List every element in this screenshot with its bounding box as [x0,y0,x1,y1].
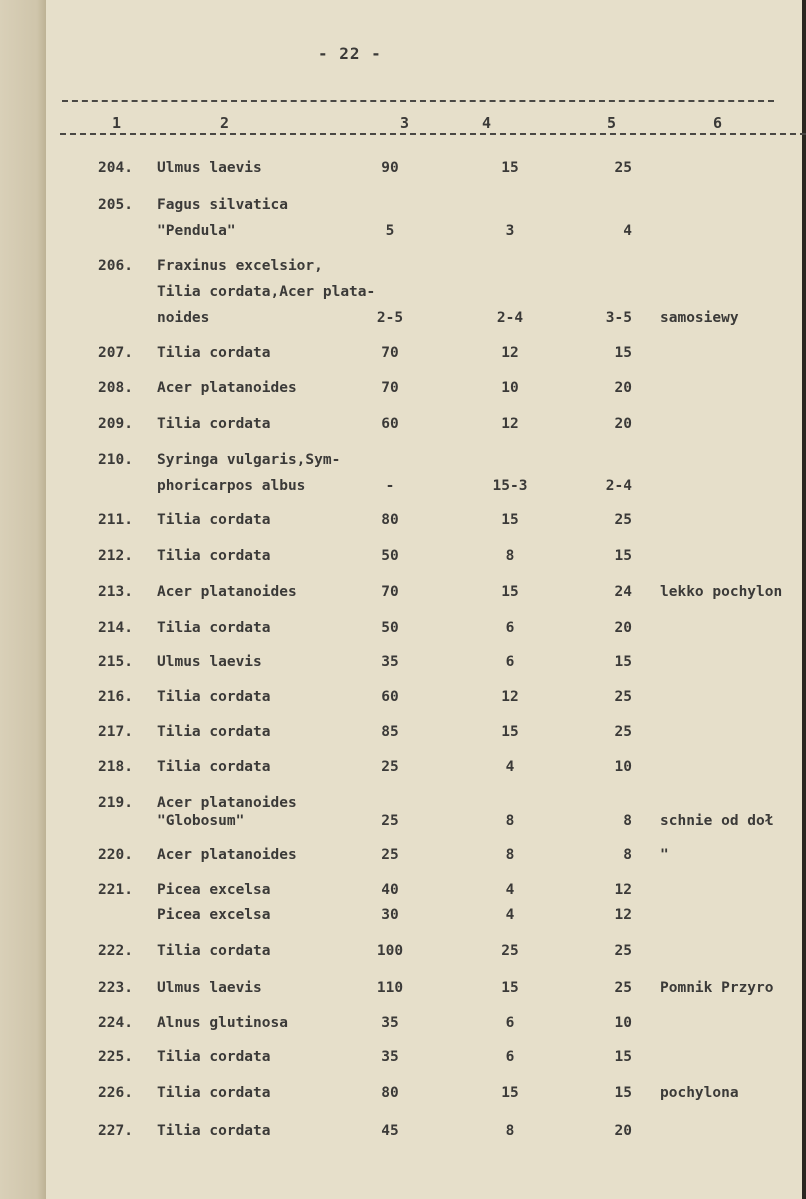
row-number: 208. [98,380,133,396]
column-4-value: 12 [501,416,519,432]
row-number: 220. [98,847,133,863]
column-header-4: 4 [482,114,492,132]
species-name: Ulmus laevis [157,160,262,176]
column-4-value: 10 [501,380,519,396]
row-number: 215. [98,654,133,670]
column-3-value: 70 [381,584,399,600]
column-5-value: 20 [614,416,632,432]
row-number: 225. [98,1049,133,1065]
species-name: Tilia cordata [157,345,271,361]
column-3-value: 80 [381,512,399,528]
species-name: "Pendula" [157,223,236,239]
species-name: Acer platanoides [157,847,297,863]
column-5-value: 15 [614,1049,632,1065]
species-name: Picea excelsa [157,882,271,898]
column-4-value: 6 [505,1049,515,1065]
column-4-value: 12 [501,345,519,361]
column-4-value: 12 [501,689,519,705]
column-header-3: 3 [400,114,410,132]
column-5-value: 2-4 [605,478,632,494]
column-4-value: 15-3 [492,478,528,494]
column-3-value: 25 [381,847,399,863]
column-5-value: 3-5 [605,310,632,326]
column-4-value: 4 [505,907,515,923]
column-5-value: 15 [614,654,632,670]
remarks: " [660,847,669,863]
column-4-value: 4 [505,882,515,898]
column-5-value: 12 [614,907,632,923]
species-name: Tilia cordata [157,759,271,775]
row-number: 204. [98,160,133,176]
row-number: 227. [98,1123,133,1139]
species-name: Tilia cordata [157,512,271,528]
column-3-value: 60 [381,689,399,705]
species-name: Tilia cordata [157,620,271,636]
species-name: Tilia cordata,Acer plata- [157,284,376,300]
column-3-value: 90 [381,160,399,176]
row-number: 219. [98,795,133,811]
species-name: Tilia cordata [157,943,271,959]
column-4-value: 2-4 [496,310,524,326]
row-number: 226. [98,1085,133,1101]
row-number: 206. [98,258,133,274]
row-number: 211. [98,512,133,528]
column-4-value: 15 [501,1085,519,1101]
column-5-value: 15 [614,1085,632,1101]
species-name: Tilia cordata [157,689,271,705]
species-name: Syringa vulgaris,Sym- [157,452,341,468]
column-3-value: 45 [381,1123,399,1139]
row-number: 210. [98,452,133,468]
page-edge [802,0,806,1199]
column-4-value: 15 [501,160,519,176]
column-3-value: 50 [381,620,399,636]
column-5-value: 24 [614,584,632,600]
species-name: Acer platanoides [157,584,297,600]
species-name: Ulmus laevis [157,654,262,670]
column-5-value: 10 [614,1015,632,1031]
column-3-value: 85 [381,724,399,740]
remarks: Pomnik Przyro [660,980,774,996]
column-3-value: 40 [381,882,399,898]
column-4-value: 3 [505,223,515,239]
column-3-value: 110 [376,980,404,996]
species-name: Tilia cordata [157,1085,271,1101]
column-3-value: 35 [381,1049,399,1065]
column-5-value: 15 [614,548,632,564]
column-header-2: 2 [220,114,230,132]
column-3-value: 25 [381,813,399,829]
column-3-value: 5 [385,223,395,239]
column-3-value: 60 [381,416,399,432]
row-number: 205. [98,197,133,213]
row-number: 218. [98,759,133,775]
column-4-value: 4 [505,759,515,775]
column-4-value: 15 [501,584,519,600]
column-3-value: 100 [376,943,404,959]
row-number: 214. [98,620,133,636]
row-number: 223. [98,980,133,996]
row-number: 207. [98,345,133,361]
species-name: Alnus glutinosa [157,1015,288,1031]
species-name: Picea excelsa [157,907,271,923]
page-number: - 22 - [318,44,382,63]
column-5-value: 25 [614,980,632,996]
species-name: Tilia cordata [157,1123,271,1139]
column-5-value: 4 [623,223,632,239]
species-name: Tilia cordata [157,416,271,432]
column-4-value: 15 [501,980,519,996]
column-3-value: 70 [381,380,399,396]
column-header-1: 1 [112,114,122,132]
header-bottom-rule [60,133,806,135]
column-5-value: 20 [614,1123,632,1139]
column-5-value: 10 [614,759,632,775]
column-3-value: 50 [381,548,399,564]
species-name: Ulmus laevis [157,980,262,996]
column-4-value: 15 [501,512,519,528]
remarks: schnie od doł [660,813,774,829]
species-name: "Globosum" [157,813,245,829]
remarks: samosiewy [660,310,739,326]
row-number: 216. [98,689,133,705]
column-5-value: 20 [614,380,632,396]
column-5-value: 8 [623,847,632,863]
column-4-value: 6 [505,654,515,670]
column-5-value: 12 [614,882,632,898]
column-4-value: 8 [505,1123,515,1139]
column-4-value: 8 [505,813,515,829]
column-5-value: 25 [614,512,632,528]
species-name: Fagus silvatica [157,197,288,213]
column-3-value: 70 [381,345,399,361]
species-name: Tilia cordata [157,548,271,564]
column-5-value: 25 [614,943,632,959]
page-binding-margin [0,0,46,1199]
column-4-value: 25 [501,943,519,959]
column-4-value: 8 [505,548,515,564]
row-number: 213. [98,584,133,600]
remarks: lekko pochylon [660,584,783,600]
species-name: Acer platanoides [157,380,297,396]
column-header-6: 6 [713,114,723,132]
column-3-value: 35 [381,654,399,670]
row-number: 217. [98,724,133,740]
remarks: pochylona [660,1085,739,1101]
row-number: 221. [98,882,133,898]
table-top-rule [62,100,774,102]
column-5-value: 25 [614,724,632,740]
species-name: noides [157,310,210,326]
column-5-value: 25 [614,160,632,176]
column-4-value: 15 [501,724,519,740]
row-number: 212. [98,548,133,564]
column-4-value: 6 [505,1015,515,1031]
column-3-value: 80 [381,1085,399,1101]
column-3-value: 2-5 [376,310,404,326]
column-5-value: 8 [623,813,632,829]
row-number: 209. [98,416,133,432]
column-4-value: 6 [505,620,515,636]
species-name: Tilia cordata [157,1049,271,1065]
column-5-value: 20 [614,620,632,636]
column-header-5: 5 [607,114,617,132]
species-name: Tilia cordata [157,724,271,740]
column-5-value: 15 [614,345,632,361]
column-5-value: 25 [614,689,632,705]
column-3-value: - [385,478,395,494]
row-number: 222. [98,943,133,959]
column-3-value: 25 [381,759,399,775]
column-3-value: 30 [381,907,399,923]
column-4-value: 8 [505,847,515,863]
column-3-value: 35 [381,1015,399,1031]
species-name: Acer platanoides [157,795,297,811]
species-name: phoricarpos albus [157,478,306,494]
species-name: Fraxinus excelsior, [157,258,323,274]
row-number: 224. [98,1015,133,1031]
